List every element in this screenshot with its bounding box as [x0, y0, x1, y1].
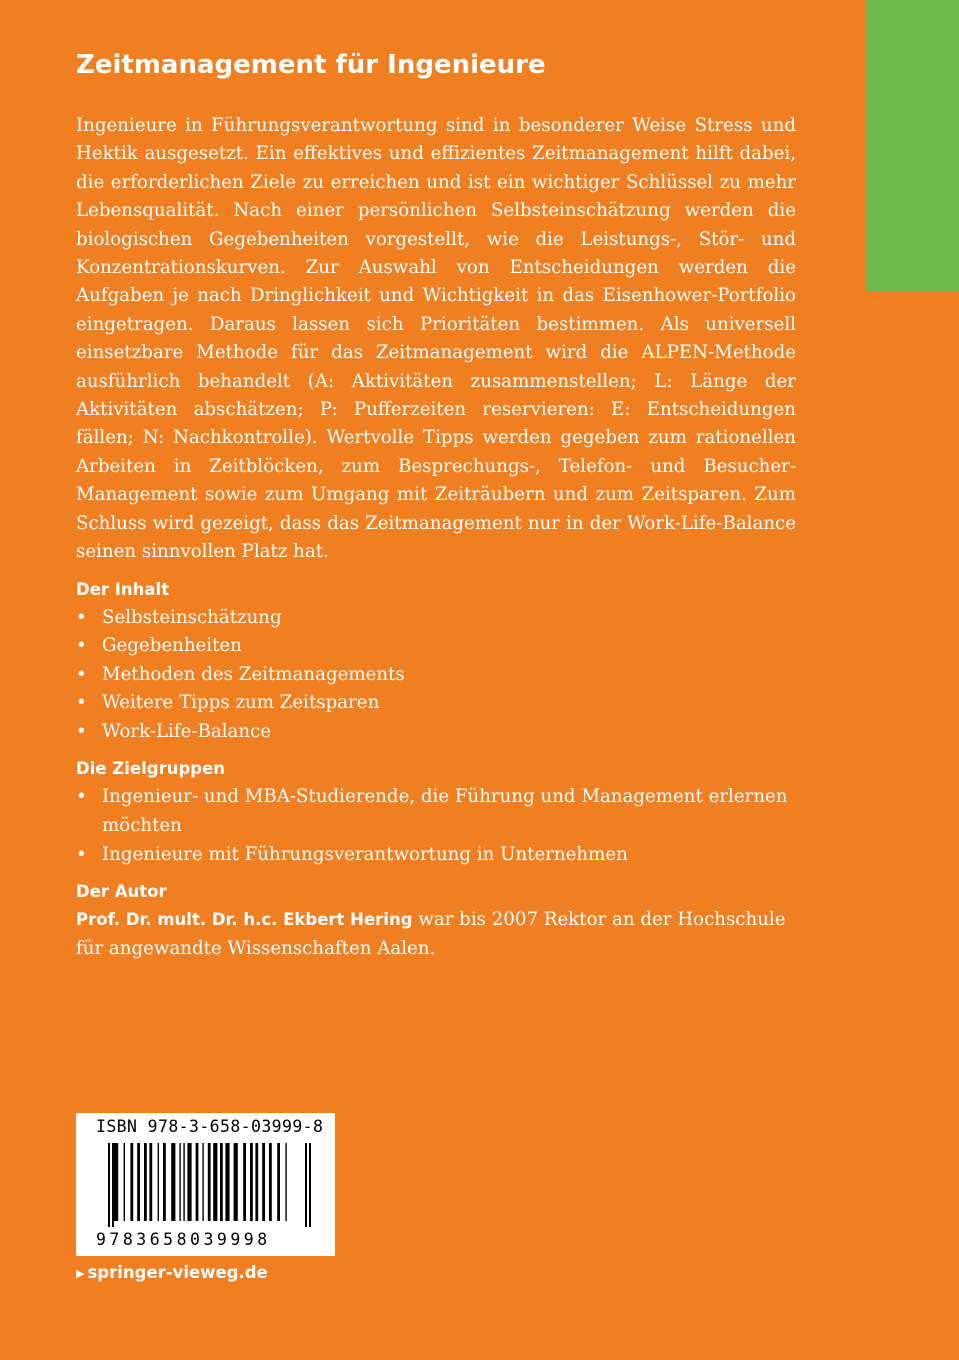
barcode-bar: [183, 1143, 184, 1221]
list-item: • Work-Life-Balance: [76, 718, 796, 747]
barcode-digits: 9783658039998: [96, 1230, 271, 1249]
barcode-bars: [108, 1143, 313, 1227]
back-cover-content: [76, 44, 796, 963]
barcode-guard-bar: [305, 1143, 307, 1227]
isbn-label: ISBN 978-3-658-03999-8: [96, 1117, 324, 1136]
author-name: Prof. Dr. mult. Dr. h.c. Ekbert Hering: [76, 910, 413, 930]
list-item: • Weitere Tipps zum Zeitsparen: [76, 689, 796, 718]
author-bio: [76, 906, 796, 963]
accent-color-tab: [866, 0, 959, 292]
barcode-bar: [234, 1143, 238, 1221]
barcode-guard-bar: [108, 1143, 110, 1227]
barcode-bar: [277, 1143, 280, 1221]
audience-list: [76, 783, 796, 869]
barcode-bar: [179, 1143, 180, 1221]
barcode-bar: [130, 1143, 133, 1221]
barcode-bar: [196, 1143, 199, 1221]
barcode-bar: [137, 1143, 140, 1221]
barcode-bar: [220, 1143, 223, 1221]
barcode-bar: [124, 1143, 125, 1221]
arrow-right-icon: ▶: [76, 1267, 85, 1280]
barcode-bar: [285, 1143, 286, 1221]
barcode-bar: [149, 1143, 152, 1221]
barcode-guard-bar: [309, 1143, 311, 1227]
barcode-bar: [144, 1143, 147, 1221]
list-item: • Methoden des Zeitmanagements: [76, 661, 796, 690]
barcode-bar: [158, 1143, 159, 1221]
book-description: Ingenieure in Führungsverantwortung sind in besonderer Weise Stress und Hektik ausgesetzt. Ein effektives und effizientes Zeitmanagement hilft dabei, die erforderlichen Ziele zu erreichen und ist ein wichtiger Schlüssel zu mehr Lebensqualität. Nach einer persönlichen Selbsteinschätzung werden die biologischen Gegebenheiten vorgestellt, wie die Leistungs-, Stör- und Konzentrationskurven. Zur Auswahl von Entscheidungen werden die Aufgaben je nach Dringlichkeit und Wichtigkeit in das Eisenhower-Portfolio eingetragen. Daraus lassen sich Prioritäten bestimmen. Als universell einsetzbare Methode für das Zeitmanagement wird die ALPEN-Methode ausführlich behandelt (A: Aktivitäten zusammenstellen; L: Länge der Aktivitäten abschätzen; P: Pufferzeiten reservieren: E: Entscheidungen fällen; N: Nachkontrolle). Wertvolle Tipps werden gegeben zum rationellen Arbeiten in Zeitblöcken, zum Besprechungs-, Telefon- und Besucher-Management sowie zum Umgang mit Zeiträubern und zum Zeitsparen. Zum Schluss wird gezeigt, dass das Zeitmanagement nur in der Work-Life-Balance seinen sinnvollen Platz hat.: [76, 115, 796, 563]
barcode-bar: [243, 1143, 246, 1221]
barcode-bar: [187, 1143, 191, 1221]
barcode-bar: [114, 1143, 118, 1221]
publisher-url: springer-vieweg.de: [87, 1263, 268, 1282]
author-bio-text: war bis 2007 Rektor an der Hochschule für angewandte Wissenschaften Aalen.: [76, 909, 786, 959]
book-title: Zeitmanagement für Ingenieure: [76, 50, 546, 80]
barcode-bar: [208, 1143, 211, 1221]
barcode-bar: [225, 1143, 229, 1221]
barcode-bar: [171, 1143, 175, 1221]
barcode-bar: [262, 1143, 265, 1221]
author-heading: Der Autor: [76, 882, 167, 902]
list-item: • Ingenieur- und MBA-Studierende, die Führung und Management erlernen möchten: [76, 783, 796, 840]
list-item: • Selbsteinschätzung: [76, 604, 796, 633]
list-item: • Gegebenheiten: [76, 632, 796, 661]
isbn-barcode: [76, 1113, 335, 1256]
contents-list: [76, 604, 796, 747]
barcode-bar: [163, 1143, 166, 1221]
barcode-bar: [202, 1143, 203, 1221]
barcode-bar: [255, 1143, 258, 1221]
barcode-bar: [213, 1143, 217, 1221]
publisher-link[interactable]: [76, 1262, 268, 1285]
list-item: • Ingenieure mit Führungsverantwortung in Unternehmen: [76, 841, 796, 870]
contents-heading: Der Inhalt: [76, 579, 170, 599]
barcode-guard-bar: [112, 1143, 114, 1227]
barcode-bar: [269, 1143, 272, 1221]
barcode-bar: [250, 1143, 253, 1221]
audience-heading: Die Zielgruppen: [76, 759, 226, 779]
